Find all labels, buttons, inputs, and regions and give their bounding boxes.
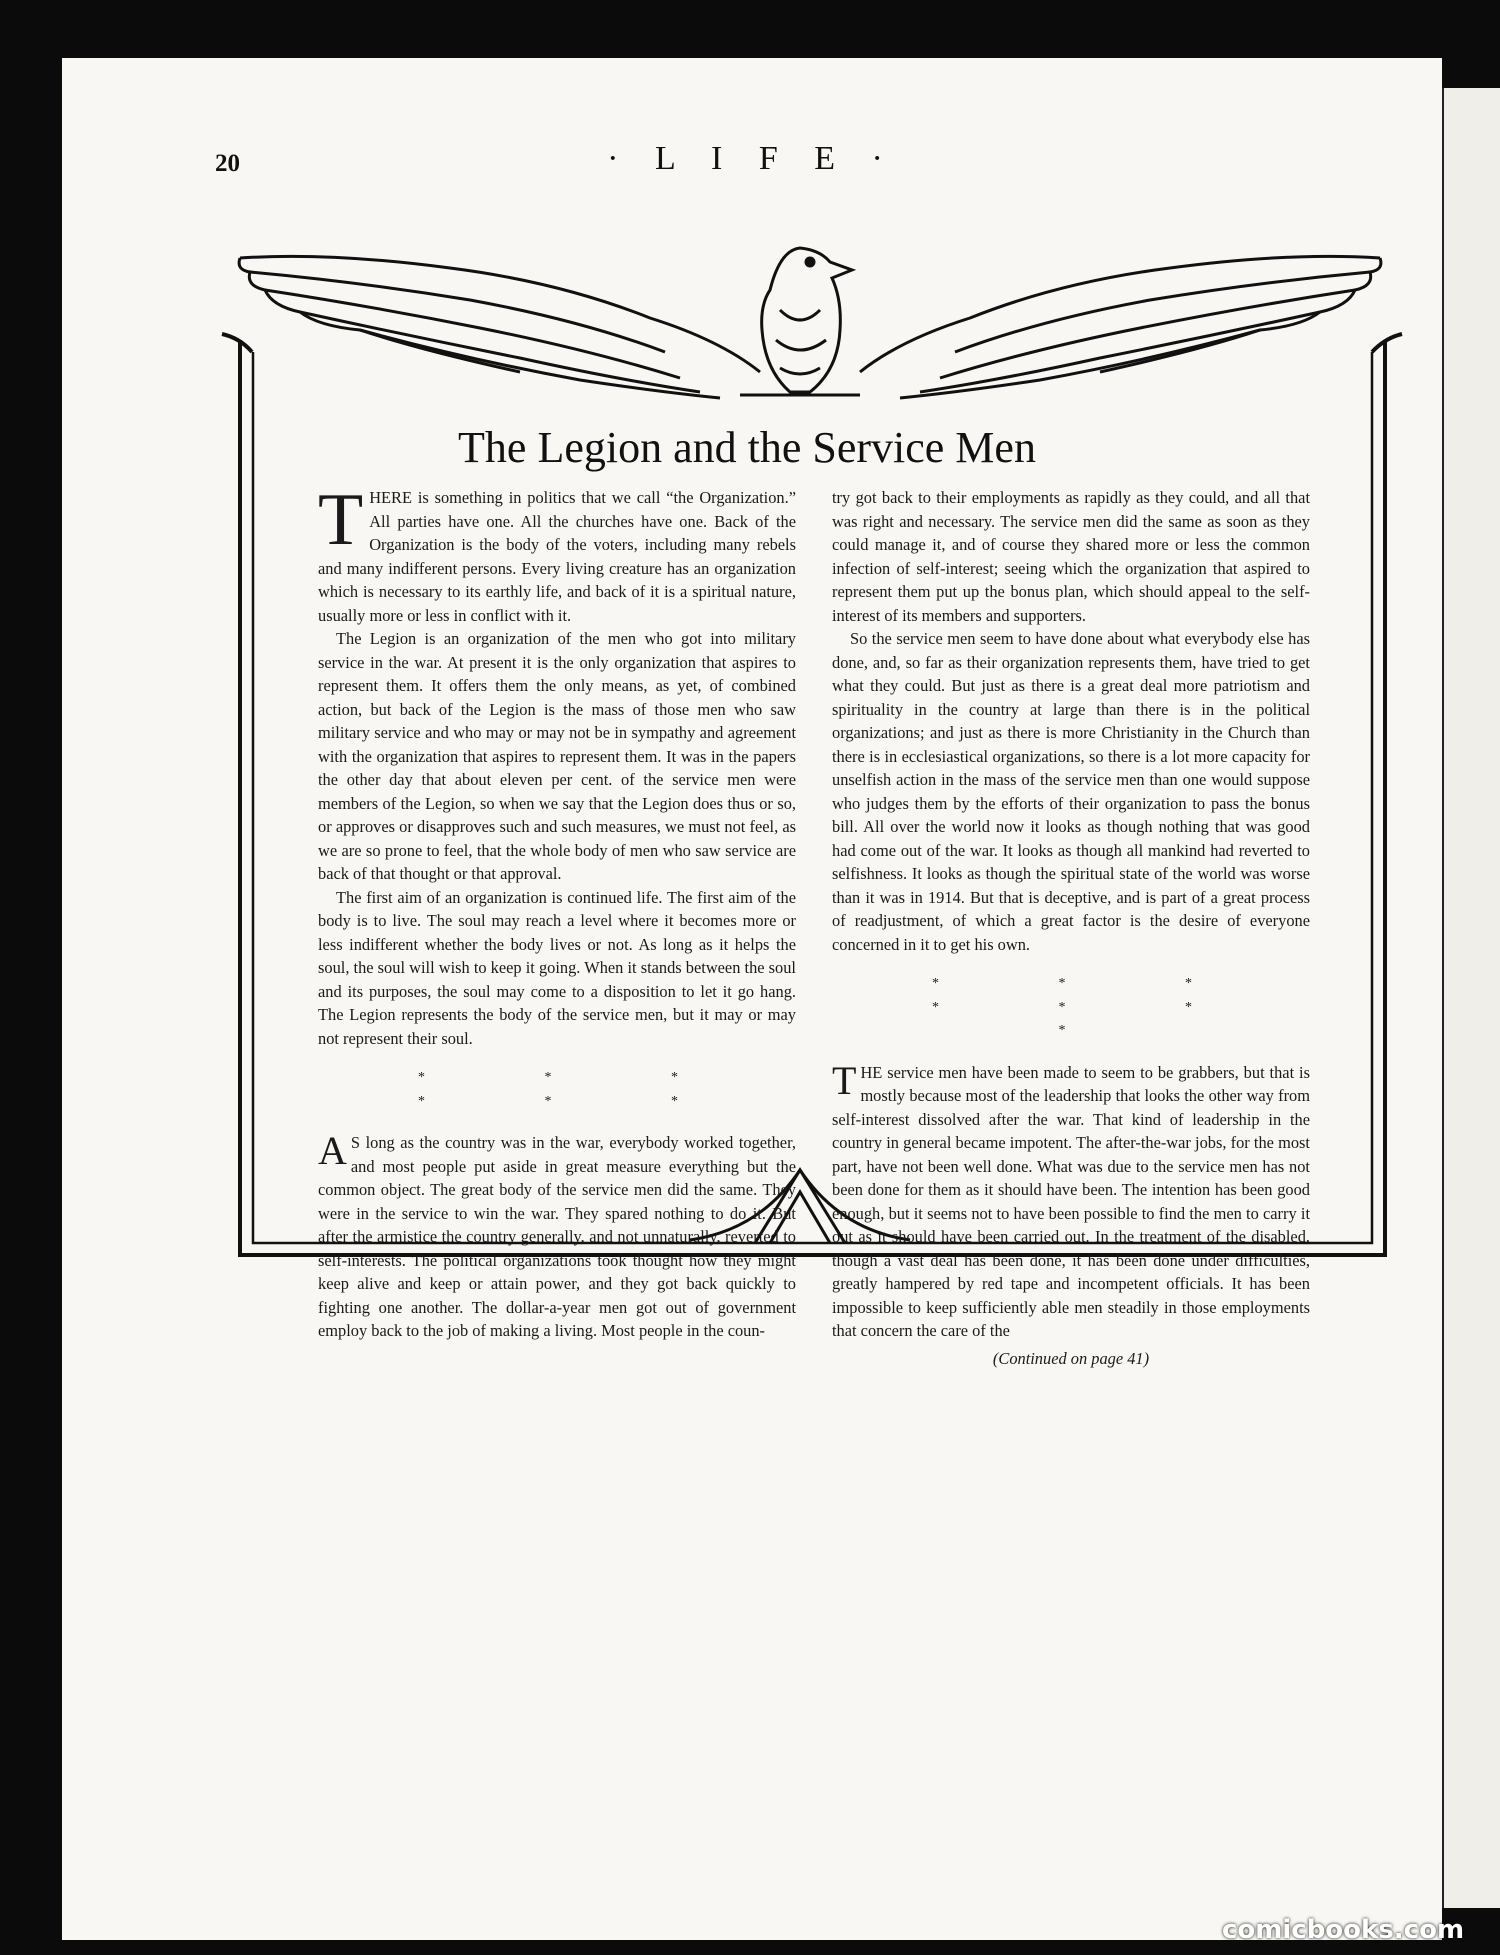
continued-note: (Continued on page 41) [992,1348,1150,1368]
watermark: comicbooks.com [1222,1915,1465,1945]
article-title: The Legion and the Service Men [458,423,1036,472]
paragraph: THERE is something in politics that we call “the Organization.” All parties have one. All the churches have one. Back of the Organization is the body of the voters, including many rebels and many indifferent persons. Every living creature has an organization which is necessary to its earthly life, and back of it is a spiritual nature, usually more or less in conflict with it. [318,479,796,625]
paragraph: The first aim of an organization is continued life. The first aim of the body is to live. The soul may reach a level where it becomes more or less indifferent whether the body lives or not. As long as it helps the soul, the soul will wish to keep it going. When it stands between the soul and its purposes, the soul may come to a disposition to let it go hang. The Legion represents the body of the service men, but it may or may not represent their soul. [318,887,796,1048]
section-divider: * * * * * * * [932,976,1250,1038]
paragraph: So the service men seem to have done about what everybody else has done, and, so far as their organization represents them, have tried to get what they could. But just as there is a great deal more patriotism and spirituality in the country at large than there is in the political organizations; and just as there is more Christianity in the Church than there is in ecclesiastical organizations, so there is a lot more capacity for unselfish action in the mass of the service men than one would suppose who judges them by the efforts of their organization to pass the bonus bill. All over the world now it looks as though nothing that was good had come out of the war. It looks as though all mankind had reverted to selfishness. It looks as though the spiritual state of the world was worse than it was in 1914. But that is deceptive, and is part of a great process of readjustment, of which a great factor is the desire of everyone concerned in it to get his own. [832,629,1310,954]
paragraph: The Legion is an organization of the men who got into military service in the war. At present it is the only organization that aspires to represent them. It offers them the only means, as yet, of combined action, but back of the Legion is the mass of those men who saw military service and who may or may not be in sympathy and agreement with the organization that aspires to represent them. It was in the papers the other day that about eleven per cent. of the service men were members of the Legion, so when we say that the Legion does thus or so, or approves or disapproves such and such measures, we must not feel, as we are so prone to feel, that the whole body of men who saw service are back of that thought or that approval. [318,629,796,883]
masthead: · L I F E · [607,140,897,177]
left-column [318,479,796,1343]
right-column [832,486,1310,1370]
paragraph: try got back to their employments as rapidly as they could, and all that was right and necessary. The service men did the same as soon as they could manage it, and of course they shared more or less the common infection of self-interest; seeing which the organization that aspired to represent them put up the bonus plan, which should appeal to the self-interest of its members and supporters. [832,488,1310,625]
drop-cap: T [832,1057,857,1103]
paragraph: A S long as the country was in the war, everybody worked together, and most people put aside in great measure everything but the common object. The great body of the service men did the same. They were in the service to win the war. They spared nothing to do it. But after the armistice the country generally, and not unnaturally, reverted to self-interests. The political organizations took thought how they might keep alive and keep or attain power, and they got back quickly to fighting one another. The dollar-a-year men got out of government employ back to the job of making a living. Most people in the coun- [318,1128,796,1340]
eagle-emblem [239,256,760,398]
page-number: 20 [215,150,240,177]
paragraph: THE service men have been made to seem to be grabbers, but that is mostly because most of the leadership that looks the other way from self-interest dissolved after the war. That kind of leadership in the country in general became impotent. The after-the-war jobs, for the most part, have not been well done. What was due to the service men has not been done for them as it should have been. The intention has been good enough, but it seems not to have been possible to find the men to carry it out as it should have been carried out. In the treatment of the disabled, though a vast deal has been done, it has been done under difficulties, greatly hampered by red tape and incompetent officials. It has been impossible to keep sufficiently able men steadily in those employments that concern the care of the [832,1057,1310,1340]
section-divider: * * * * * * [418,1070,736,1109]
drop-cap: A [318,1128,347,1173]
drop-cap: T [318,479,364,561]
